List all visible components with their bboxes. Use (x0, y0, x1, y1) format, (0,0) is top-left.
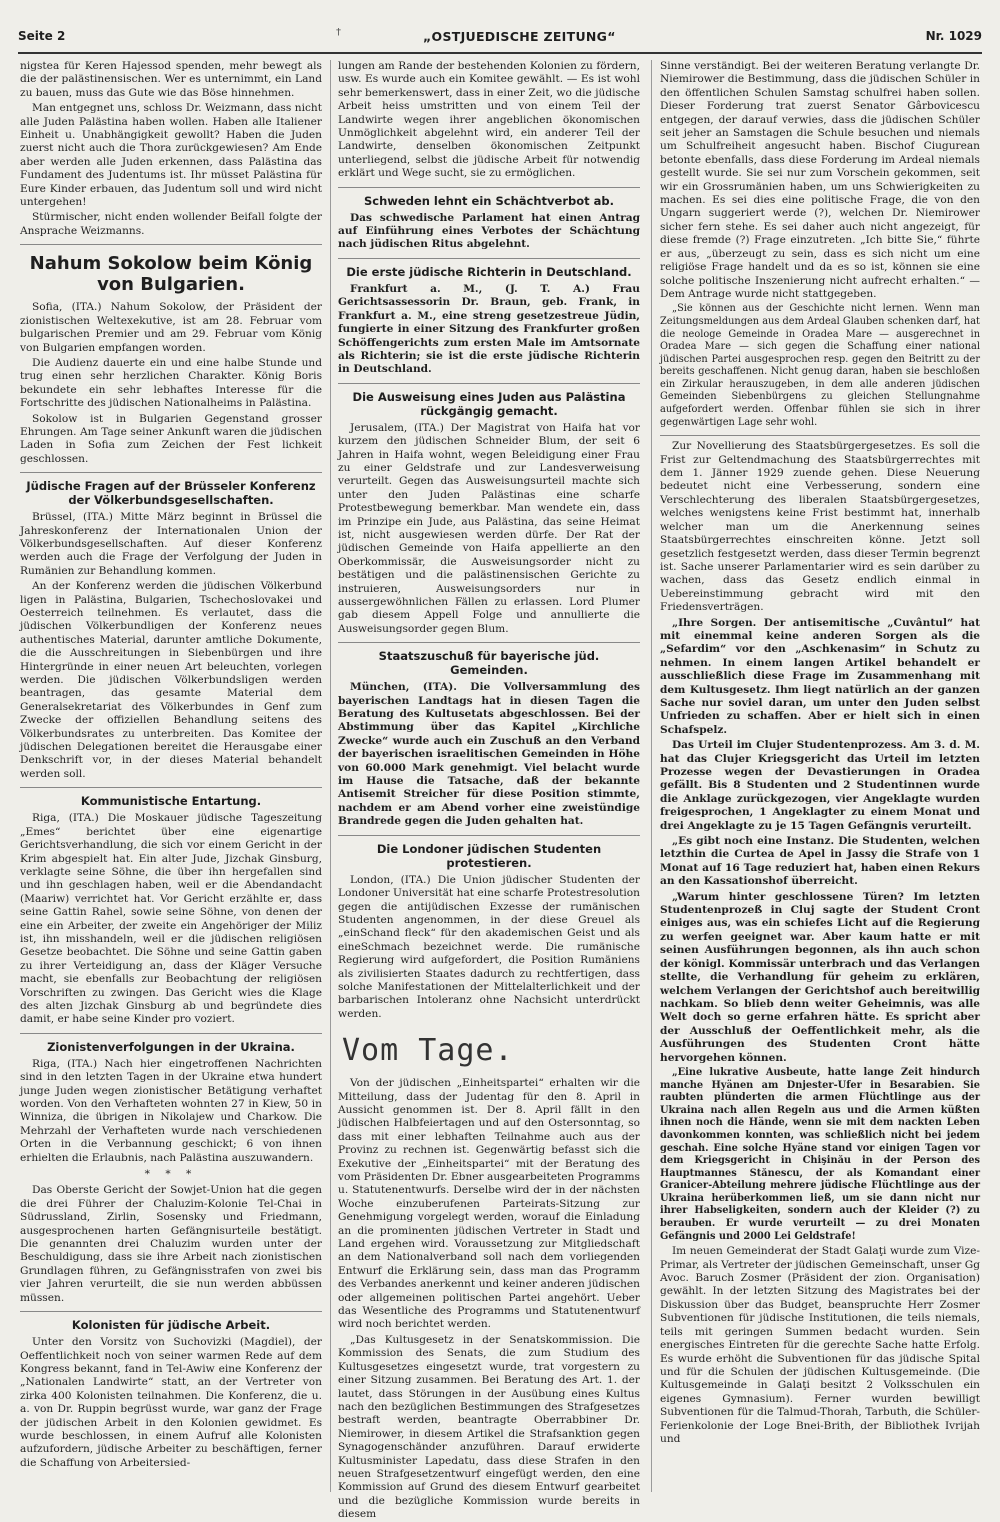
headline-bayern: Staatszuschuß für bayerische jüd. Gemeinden. (378, 649, 600, 678)
article-paragraph: Das Urteil im Clujer Studentenprozess. Am 3. d. M. hat das Clujer Kriegsgericht das Urteil im letzten Prozesse wegen der Devastierungen in Oradea gefällt. Bis 8 Studenten und 2 Studentinnen wurde die Anklage zurückgezogen, vier Angeklagte wurden freigesprochen, 1 Angeklagter zu einem Monat und drei Angeklagte zu je 15 Tagen Gefängnis verurteilt. (660, 739, 980, 832)
divider (660, 435, 980, 436)
divider (20, 1033, 322, 1034)
article-paragraph: „Das Kultusgesetz in der Senatskommission. Die Kommission des Senats, die zum Studium des Kultusgesetzes eingesetzt wurde, trat vorgestern zu einer Sitzung zusammen. Bei Beratung des Art. 1. der lautet, dass Störungen in der Ausübung eines Kultus nach den bezüglichen Bestimmungen des Strafgesetzes bestraft werden, beantragte Oberrabbiner Dr. Niemirower, in diesem Artikel die Strafsanktion gegen Synagogenschänder anzuführen. Darauf erwiderte Kultusminister Lapedatu, dass diese Strafen in den neuen Strafgesetzentwurf eingefügt werden, den eine Kommission auf Grund des diesem Entwurf gearbeitet und die bezügliche Kommission wurde bereits in diesem (338, 1333, 640, 1521)
column-divider (330, 60, 331, 1492)
headline-schweden: Schweden lehnt ein Schächtverbot ab. (364, 193, 614, 208)
column-3 (660, 60, 980, 1492)
divider (338, 642, 640, 643)
divider (338, 187, 640, 188)
page-header (18, 27, 982, 47)
article-paragraph: Das schwedische Parlament hat einen Antrag auf Einführung eines Verbotes der Schächtung nach jüdischen Ritus abgelehnt. (338, 211, 640, 251)
divider (20, 244, 322, 245)
article-paragraph: Stürmischer, nicht enden wollender Beifall folgte der Ansprache Weizmanns. (20, 211, 322, 237)
headline-kolonisten: Kolonisten für jüdische Arbeit. (71, 1318, 271, 1333)
article-paragraph: Die Audienz dauerte ein und eine halbe Stunde und trug einen sehr herzlichen Charakter. König Boris bekundete ein sehr lebhaftes Interesse für die Fortschritte des jüdischen Nationalheims in Palästina. (20, 356, 322, 410)
headline-ausweisung: Die Ausweisung eines Juden aus Palästina rückgängig gemacht. (352, 389, 626, 418)
article-paragraph: Von der jüdischen „Einheitspartei“ erhalten wir die Mitteilung, dass der Judentag für den 8. April in Aussicht genommen ist. Der 8. April fällt in den jüdischen Halbfeiertagen und auf den Ostersonntag, so dass mit einer lebhaften Teilnahme auch aus der Provinz zu rechnen ist. Gegenwärtig befasst sich die Exekutive der „Einheitspartei“ mit der Beratung des vom Präsidenten Dr. Ebner ausgearbeiteten Programms u. Statutenentwurfs. Derselbe wird der in der nächsten Woche einzuberufenen Parteirats-Sitzung zur Genehmigung vorgelegt werden, worauf die Einladung an die prominenten jüdischen Vertreter in Stadt und Land ergehen wird. Voraussetzung zur Mitgliedschaft an dem Nationalverband soll nach dem vorliegenden Entwurf die Erklärung sein, dass man das Programm des Verbandes anerkennt und keiner anderen jüdischen oder allgemeinen politischen Partei angehört. Ueber das Wesentliche des Programms und Statutenentwurf wird noch berichtet werden. (338, 1077, 640, 1331)
article-paragraph: Riga, (ITA.) Die Moskauer jüdische Tageszeitung „Emes“ berichtet über eine eigenartige Gerichtsverhandlung, die sich vor einem Gericht in der Krim abgespielt hat. Ein alter Jude, Jizchak Ginsburg, verklagte seine Söhne, die über ihn hergefallen sind und ihn geschlagen haben, weil er die Abendandacht (Maariw) verrichtet hat. Vor Gericht erzählte er, dass seine Gattin Rahel, sowie seine Söhne, von denen der eine ein Arbeiter, der zweite ein Angehöriger der Miliz ist, ihn misshandeln, weil er die jüdischen religiösen Gesetze beobachtet. Die Söhne und seine Gattin gaben zu ihrer Verteidigung an, dass der Kläger Versuche macht, sie ebenfalls zur Beobachtung der religiösen Vorschriften zu zwingen. Das Gericht wies die Klage des alten Jizchak Ginsburg ab und begründete dies damit, er habe seine Kinder pro voziert. (20, 812, 322, 1026)
column-1 (20, 60, 322, 1492)
article-paragraph: Jerusalem, (ITA.) Der Magistrat von Haifa hat vor kurzem den jüdischen Schneider Blum, der seit 6 Jahren in Haifa wohnt, wegen Beleidigung einer Frau zu einer Geldstrafe und zur Landesverweisung verurteilt. Gegen das Ausweisungsurteil machte sich unter den Juden Palästinas eine scharfe Protestbewegung bemerkbar. Man wendete ein, dass im Prinzipe ein Jude, aus Palästina, das seine Heimat ist, nicht ausgewiesen werden dürfe. Der Rat der jüdischen Gemeinde von Haifa appellierte an den Oberkommissär, die Ausweisungsorder nicht zu bestätigen und die palästinensischen Gerichte zu instruieren, Ausweisungsorders nur in aussergewöhnlichen Fällen zu erlassen. Lord Plumer gab diesem Appell Folge und annullierte die Ausweisungsorder gegen Blum. (338, 421, 640, 635)
section-title-vom-tage: Vom Tage. (342, 1033, 514, 1069)
header-rule (18, 52, 982, 54)
article-paragraph: An der Konferenz werden die jüdischen Völkerbund ligen in Palästina, Bulgarien, Tschechoslovakei und Oesterreich teilnehmen. Es verlautet, dass die jüdischen Völkerbundligen der Konferenz neues authentisches Material, darunter amtliche Dokumente, die die Ausschreitungen in Siebenbürgen und ihre Hintergründe in einer neuen Art beleuchten, vorlegen werden. Die jüdischen Völkerbundsligen werden beantragen, das gesamte Material dem Generalsekretariat des Völkerbundes in Genf zum Zwecke der offiziellen Behandlung seitens des Völkerbundsrates zu unterbreiten. Das Komitee der jüdischen Delegationen bereitet die Herausgabe einer Denkschrift vor, in der dieses Material behandelt werden soll. (20, 580, 322, 780)
newspaper-title: „OSTJUEDISCHE ZEITUNG“ (423, 29, 616, 44)
article-paragraph: Sinne verständigt. Bei der weiteren Beratung verlangte Dr. Niemirower die Bestimmung, dass die jüdischen Schüler in den öffentlichen Schulen Samstag schulfrei haben sollen. Dieser Forderung trat zuerst Senator Gârbovicescu entgegen, der darauf verwies, dass die jüdischen Schüler seit jeher an Samstagen die Schule besuchen und niemals um Schulfreiheit angesucht haben. Bischof Ciugurean betonte ebenfalls, dass diese Forderung im Ardeal niemals gestellt wurde. Sie sei nur zum Vorschein gekommen, seit wir ein Grossrumänien haben, um uns Schwierigkeiten zu machen. Es sei dies eine politische Frage, die von den Ungarn suggeriert werde (?), welchen Dr. Niemirower sicher fern stehe. Es sei daher auch nicht angezeigt, für diese fremde (?) Frage einzutreten. „Ich bitte Sie,“ führte er aus, „überzeugt zu sein, dass es sich nicht um eine religiöse Frage handelt und da es so ist, können sie eine solche politische Inszenierung nicht aufrecht erhalten.“ — Dem Antrage wurde nicht stattgegeben. (660, 60, 980, 300)
divider (338, 835, 640, 836)
article-paragraph: Frankfurt a. M., (J. T. A.) Frau Gerichtsassessorin Dr. Braun, geb. Frank, in Frankfurt a. M., eine streng gesetzestreue Jüdin, fungierte in einer Sitzung des Frankfurter großen Schöffengerichts zum ersten Male im Amtsornate als Richterin; sie ist die erste jüdische Richterin in Deutschland. (338, 282, 640, 376)
column-divider (651, 60, 652, 1492)
divider (20, 787, 322, 788)
article-paragraph: Sofia, (ITA.) Nahum Sokolow, der Präsident der zionistischen Weltexekutive, ist am 28. Februar vom bulgarischen Premier und am 29. Februar vom König von Bulgarien empfangen worden. (20, 301, 322, 354)
article-paragraph: Man entgegnet uns, schloss Dr. Weizmann, dass nicht alle Juden Palästina haben wollen. Haben alle Italiener Einheit u. Unabhängigkeit gewollt? Haben die Juden zuerst nicht auch die Thora zurückgewiesen? Am Ende aber werden alle Juden erkennen, dass Palästina das Fundament des Judentums ist. Ihr müsset Palästina für Eure Kinder erbauen, das Judentum soll und wird nicht untergehen! (20, 102, 322, 209)
divider (20, 1311, 322, 1312)
article-paragraph: London, (ITA.) Die Union jüdischer Studenten der Londoner Universität hat eine scharfe Protestresolution gegen die antijüdischen Exzesse der rumänischen Studenten angenommen, in der diese Greuel als „einSchand fleck“ für den akademischen Geist und als eineSchmach bezeichnet werde. Die rumänische Regierung wird aufgefordert, die Position Rumäniens als zivilisierten Staates dadurch zu rechtfertigen, dass solche Manifestationen der Mittelalterlichkeit und der barbarischen Intoleranz ohne Nachsicht unterdrückt werden. (338, 873, 640, 1020)
headline-kommunistische: Kommunistische Entartung. (80, 794, 262, 809)
article-paragraph: lungen am Rande der bestehenden Kolonien zu fördern, usw. Es wurde auch ein Komitee gewählt. — Es ist wohl sehr bemerkenswert, dass in einer Zeit, wo die jüdische Arbeit heiss umstritten und von einem Teil der Landwirte wegen ihrer angeblichen ökonomischen Unmöglichkeit abgelehnt wird, ein anderer Teil der Landwirte, denselben ökonomischen Zeitpunkt unterliegend, selbst die jüdische Arbeit für notwendig erklärt und Wege sucht, sie zu ermöglichen. (338, 60, 640, 180)
article-paragraph: „Eine lukrative Ausbeute, hatte lange Zeit hindurch manche Hyänen am Dnjester-Ufer in Besarabien. Sie raubten plünderten die armen Flüchtlinge aus der Ukraina nach allen Regeln aus und die Armen küßten ihnen noch die Hände, wenn sie mit dem nackten Leben davonkommen konnten, was schließlich nicht bei jedem geschah. Eine solche Hyäne stand vor einigen Tagen vor dem Kriegsgericht in Chişinău in der Person des Hauptmannes Stănescu, der als Komandant einer Granicer-Abteilung mehrere jüdische Flüchtlinge aus der Ukraina herüberkommen ließ, um sie dann nicht nur ihrer Habseligkeiten, sondern auch der Kleider (?) zu berauben. Er wurde verurteilt — zu drei Monaten Gefängnis und 2000 Lei Geldstrafe! (660, 1066, 980, 1242)
article-paragraph: Riga, (ITA.) Nach hier eingetroffenen Nachrichten sind in den letzten Tagen in der Ukraine etwa hundert junge Juden wegen zionistischer Betätigung verhaftet worden. Von den Verhafteten wohnten 27 in Kiew, 50 in Winniza, die übrigen in Nikolajew und Charkow. Die Mehrzahl der Verhafteten wurde nach verschiedenen Orten in die Verbannung geschickt; 6 von ihnen erhielten die Erlaubnis, nach Palästina auszuwandern. (20, 1057, 322, 1164)
article-paragraph: Unter den Vorsitz von Suchovizki (Magdiel), der Oeffentlichkeit noch von seiner warmen Rede auf dem Kongress bekannt, fand in Tel-Awiw eine Konferenz der „Nationalen Landwirte“ statt, an der Vertreter von zirka 400 Kolonisten teilnahmen. Die Konferenz, die u. a. von Dr. Ruppin begrüsst wurde, war ganz der Frage der jüdischen Arbeit in den Kolonien gewidmet. Es wurde beschlossen, in einem Aufruf alle Kolonisten aufzufordern, jüdische Arbeiter zu beschäftigen, ferner die Schaffung von Arbeitersied- (20, 1336, 322, 1469)
article-paragraph: „Ihre Sorgen. Der antisemitische „Cuvântul“ hat mit einemmal keine anderen Sorgen als die „Sefardim“ vor den „Aschkenasim“ in Schutz zu nehmen. In einem langen Artikel behandelt er ausschließlich diese Frage im Zusammenhang mit dem Kultusgesetz. Ihm liegt natürlich an der ganzen Sache nur soviel daran, um unter den Juden selbst Unfrieden zu schaffen. Aber er hielt sich in einen Schafspelz. (660, 616, 980, 736)
article-paragraph: Im neuen Gemeinderat der Stadt Galaţi wurde zum Vize-Primar, als Vertreter der jüdischen Gemeinschaft, unser Gg Avoc. Baruch Zosmer (Präsident der zion. Organisation) gewählt. In der letzten Sitzung des Magistrates bei der Diskussion über das Budget, beanspruchte Herr Zosmer Subventionen für jüdische Institutionen, die teils niemals, teils mit geringen Summen bedacht wurden. Sein energisches Eintreten für die gerechte Sache hatte Erfolg. Es wurde erhöht die Subventionen für das jüdische Spital und für die Schulen der jüdischen Kultusgemeinde. (Die Kultusgemeinde in Galaţi besitzt 2 Volksschulen ein eigenes Gymnasium). Ferner wurden bewilligt Subventionen für die Talmud-Thorah, Tarbuth, die Schüler-Ferienkolonie der Loge Bnei-Brith, der Bibliothek Ivrijah und (660, 1245, 980, 1445)
article-paragraph: Sokolow ist in Bulgarien Gegenstand grosser Ehrungen. Am Tage seiner Ankunft waren die jüdischen Laden in Sofia zum Zeichen der Fest lichkeit geschlossen. (20, 412, 322, 465)
divider (338, 383, 640, 384)
header-mark: † (336, 27, 341, 38)
article-paragraph: nigstea für Keren Hajessod spenden, mehr bewegt als die der palästinensischen. Wer es unternimmt, ein Land zu bauen, muss das Gute wie das Böse hinnehmen. (20, 60, 322, 99)
divider (20, 472, 322, 473)
article-paragraph: Brüssel, (ITA.) Mitte März beginnt in Brüssel die Jahreskonferenz der Internationalen Union der Völkerbundsgesellschaften. Auf dieser Konferenz werden auch die Frage der Verfolgung der Juden in Rumänien zur Behandlung kommen. (20, 511, 322, 577)
article-paragraph: „Warum hinter geschlossene Türen? Im letzten Studentenprozeß in Cluj sagte der Student Cront einiges aus, was ein schiefes Licht auf die Regierung zu werfen geeignet war. Aber kaum hatte er mit seinen Ausführungen begonnen, als ihn auch schon der königl. Kommissär unterbrach und das Verlangen stellte, die Verhandlung für geheim zu erklären, welchem Verlangen der Gerichtshof auch bereitwillig nachkam. So blieb denn weiter Geheimnis, was alle Welt doch so gerne erfahren hätte. Es spricht aber der Ausschluß der Oeffentlichkeit mehr, als die Ausführungen des Studenten Cront hätte hervorgehen können. (660, 890, 980, 1064)
divider (338, 258, 640, 259)
headline-sokolow: Nahum Sokolow beim König von Bulgarien. (29, 253, 313, 296)
section-stars: * * * (144, 1168, 198, 1181)
column-2 (338, 60, 640, 1521)
headline-bruessel: Jüdische Fragen auf der Brüsseler Konferenz der Völkerbundsgesellschaften. (26, 479, 316, 508)
headline-ukraina: Zionistenverfolgungen in der Ukraina. (47, 1039, 295, 1054)
page-number: Seite 2 (18, 29, 66, 43)
article-paragraph: Das Oberste Gericht der Sowjet-Union hat die gegen die drei Führer der Chaluzim-Kolonie Tel-Chai in Südrussland, Zirlin, Sosensky und Friedmann, ausgesprochenen harten Gefängnisurteile bestätigt. Die genannten drei Chaluzim wurden unter der Beschuldigung, dass sie ihre Arbeit nach zionistischen Grundlagen führen, zu Gefängnisstrafen von zwei bis vier Jahren verurteilt, die sie nun werden abbüssen müssen. (20, 1184, 322, 1304)
headline-richterin: Die erste jüdische Richterin in Deutschland. (346, 264, 632, 279)
headline-london: Die Londoner jüdischen Studenten protestieren. (376, 841, 602, 870)
article-paragraph: München, (ITA). Die Vollversammlung des bayerischen Landtags hat in diesen Tagen die Beratung des Kultusetats abgeschlossen. Bei der Abstimmung über das Kapitel „Kirchliche Zwecke“ wurde auch ein Zuschuß an den Verband der bayerischen israelitischen Gemeinden in Höhe von 60.000 Mark genehmigt. Viel belacht wurde im Hause die Tatsache, daß der bekannte Antisemit Streicher für diese Position stimmte, nachdem er am Abend vorher eine zweistündige Brandrede gegen die Juden gehalten hat. (338, 681, 640, 828)
article-paragraph: Zur Novellierung des Staatsbürgergesetzes. Es soll die Frist zur Geltendmachung des Staatsbürgerrechtes mit dem 1. Jänner 1929 zuende gehen. Diese Neuerung bedeutet nicht eine Verbesserung, sondern eine Verschlechterung des liberalen Staatsbürgergesetzes, welches wenigstens keine Frist bestimmt hat, innerhalb welcher man um die Anerkennung seines Staatsbürgerrechtes einschreiten könne. Jetzt soll gesetzlich festgesetzt werden, dass dieser Termin begrenzt ist. Sache unserer Parlamentarier wird es sein darüber zu wachen, dass das Gesetz endlich einmal in Uebereinstimmung gebracht wird mit den Friedensverträgen. (660, 440, 980, 614)
article-paragraph: „Es gibt noch eine Instanz. Die Studenten, welchen letzthin die Curtea de Apel in Jassy die Strafe von 1 Monat auf 16 Tage reduziert hat, haben einen Rekurs an den Kassationshof überreicht. (660, 835, 980, 888)
issue-number: Nr. 1029 (925, 29, 982, 43)
article-paragraph: „Sie können aus der Geschichte nicht lernen. Wenn man Zeitungsmeldungen aus dem Ardeal Glauben schenken darf, hat die neologe Gemeinde in Oradea Mare — ausgerechnet in Oradea Mare — sich gegen die Schaffung einer national jüdischen Partei ausgesprochen resp. gegen den Beitritt zu der bereits geschaffenen. Nicht genug daran, haben sie beschloßen ein Zirkular herauszugeben, in dem alle anderen jüdischen Gemeinden Siebenbürgens zu gleichen Stellungnahme aufgefordert werden. Offenbar fühlen sie sich in ihrer gegenwärtigen Lage sehr wohl. (660, 303, 980, 428)
